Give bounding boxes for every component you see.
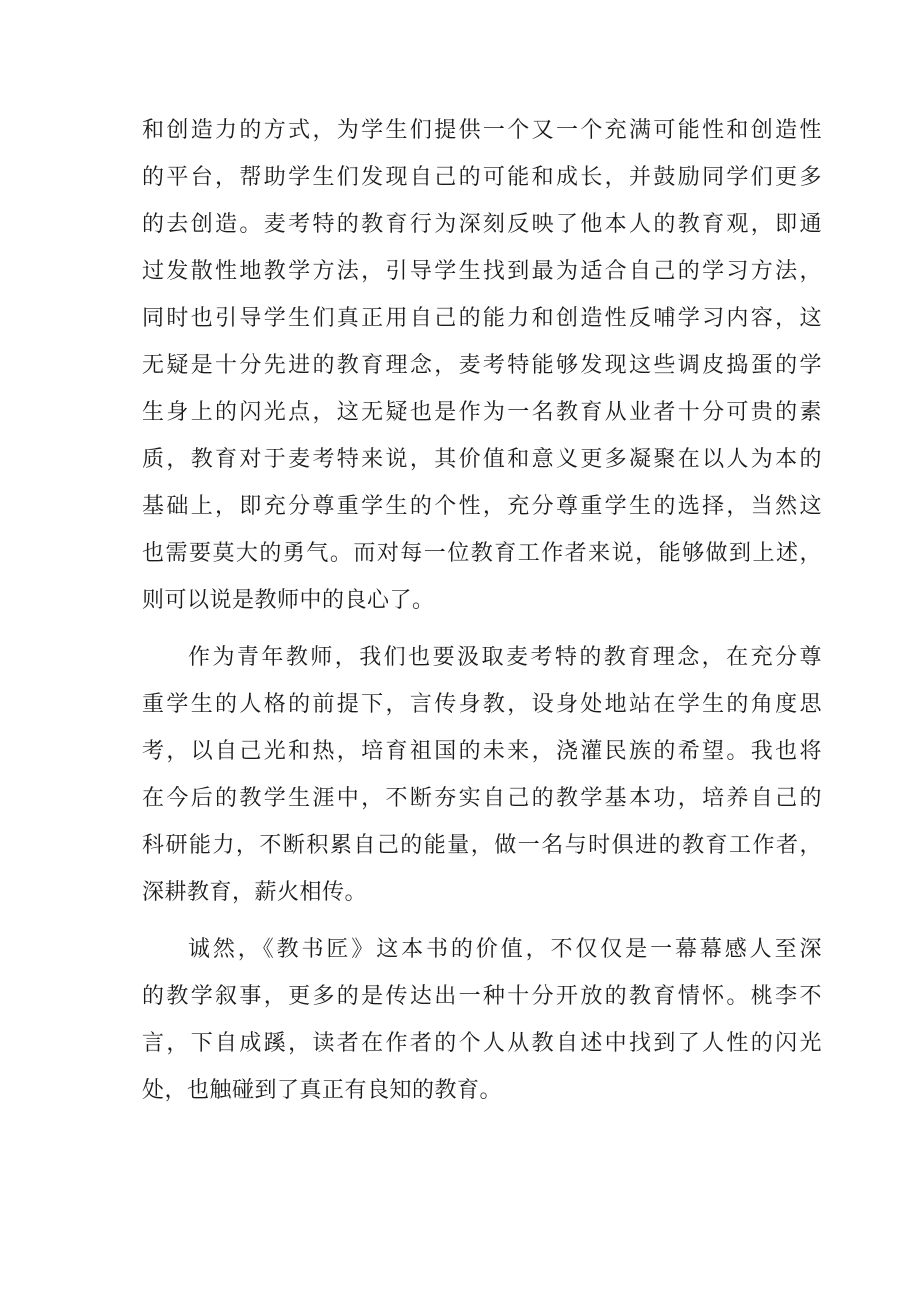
paragraph-line: 考，以自己光和热，培育祖国的未来，浇灌民族的希望。我也将	[142, 739, 822, 764]
paragraph-line: 同时也引导学生们真正用自己的能力和创造性反哺学习内容，这	[142, 306, 822, 331]
paragraph-line: 重学生的人格的前提下，言传身教，设身处地站在学生的角度思	[142, 692, 822, 717]
paragraph-line: 过发散性地教学方法，引导学生找到最为适合自己的学习方法，	[142, 259, 822, 284]
paragraph-line: 言，下自成蹊，读者在作者的个人从教自述中找到了人性的闪光	[142, 1031, 822, 1056]
paragraph-spacer	[142, 916, 822, 926]
paragraph-line: 深耕教育，薪火相传。	[142, 880, 368, 905]
paragraph-1	[142, 107, 822, 624]
paragraph-line: 无疑是十分先进的教育理念，麦考特能够发现这些调皮捣蛋的学	[142, 353, 822, 378]
paragraph-line: 基础上，即充分尊重学生的个性，充分尊重学生的选择，当然这	[142, 494, 822, 519]
paragraph-line: 和创造力的方式，为学生们提供一个又一个充满可能性和创造性	[142, 118, 822, 143]
paragraph-line: 作为青年教师，我们也要汲取麦考特的教育理念，在充分尊	[188, 645, 822, 670]
paragraph-line: 也需要莫大的勇气。而对每一位教育工作者来说，能够做到上述，	[142, 541, 822, 566]
paragraph-3	[142, 926, 822, 1114]
paragraph-line: 在今后的教学生涯中，不断夯实自己的教学基本功，培养自己的	[142, 786, 822, 811]
paragraph-spacer	[142, 624, 822, 634]
paragraph-line: 诚然，《教书匠》这本书的价值，不仅仅是一幕幕感人至深	[188, 937, 822, 962]
paragraph-line: 则可以说是教师中的良心了。	[142, 588, 435, 613]
paragraph-line: 处，也触碰到了真正有良知的教育。	[142, 1078, 503, 1103]
paragraph-line: 质，教育对于麦考特来说，其价值和意义更多凝聚在以人为本的	[142, 447, 822, 472]
document-body	[142, 107, 822, 1114]
paragraph-line: 的去创造。麦考特的教育行为深刻反映了他本人的教育观，即通	[142, 212, 822, 237]
paragraph-line: 的平台，帮助学生们发现自己的可能和成长，并鼓励同学们更多	[142, 165, 822, 190]
paragraph-line: 的教学叙事，更多的是传达出一种十分开放的教育情怀。桃李不	[142, 984, 822, 1009]
paragraph-line: 生身上的闪光点，这无疑也是作为一名教育从业者十分可贵的素	[142, 400, 822, 425]
paragraph-2	[142, 634, 822, 916]
paragraph-line: 科研能力，不断积累自己的能量，做一名与时俱进的教育工作者，	[142, 833, 822, 858]
